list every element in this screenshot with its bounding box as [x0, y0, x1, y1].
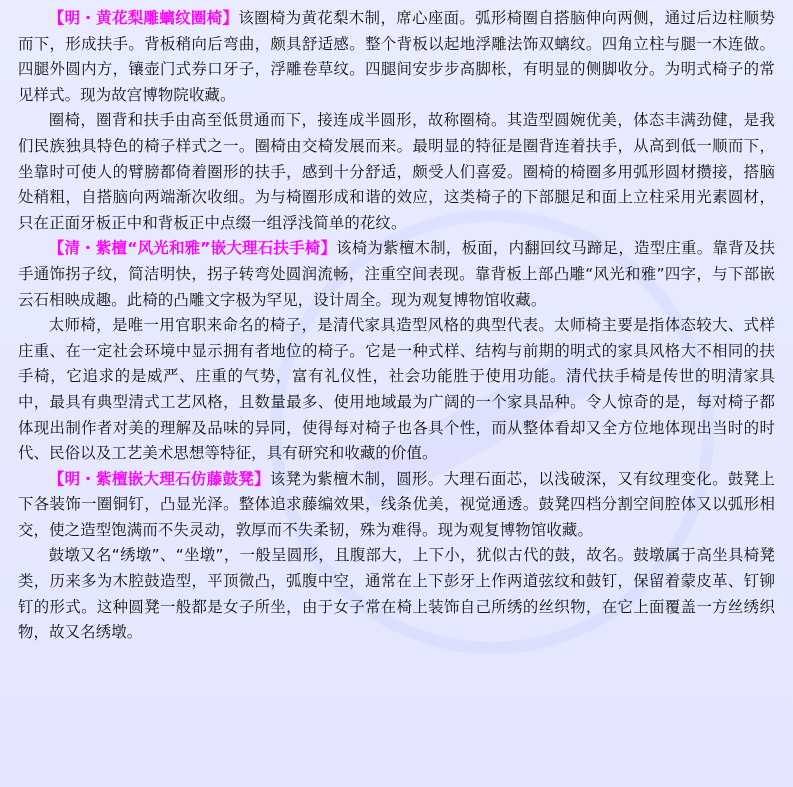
paragraph-title: 【明・黄花梨雕螭纹圈椅】	[48, 9, 239, 27]
paragraph-title: 【清・紫檀“风光和雅”嵌大理石扶手椅】	[48, 239, 337, 258]
paragraph-huanghuali-armchair	[18, 6, 775, 108]
paragraph-text: 圈椅，圈背和扶手由高至低贯通而下，接连成半圆形，故称圈椅。其造型圆婉优美，体态丰满劲健，是我们民族独具特色的椅子样式之一。圈椅由交椅发展而来。最明显的特征是圈背连着扶手，从高到低一顺而下，坐靠时可使人的臂膀都倚着圈形的扶手，感到十分舒适，颇受人们喜爱。圈椅的椅圈多用弧形圆材攒接，搭脑处稍粗，自搭脑向两端渐次收细。为与椅圈形成和谐的效应，这类椅子的下部腿足和面上立柱采用光素圆材，只在正面牙板正中和背板正中点缀一组浮浅简单的花纹。	[18, 111, 775, 232]
paragraph-embroidered-stool	[18, 543, 775, 645]
paragraph-taishi-chair	[18, 313, 775, 467]
paragraph-text: 该凳为紫檀木制，圆形。大理石面芯，以浅破深，又有纹理变化。鼓凳上下各装饰一圈铜钉，凸显光泽。整体追求藤编效果，线条优美，视觉通透。鼓凳四档分割空间腔体又以弧形相交，使之造型饱满而不失灵动，敦厚而不失柔韧，殊为难得。现为观复博物馆收藏。	[18, 469, 775, 539]
paragraph-zitan-drum-stool	[18, 467, 775, 544]
paragraph-round-back-chair	[18, 108, 775, 236]
paragraph-title: 【明・紫檀嵌大理石仿藤鼓凳】	[48, 469, 270, 488]
paragraph-text: 该圈椅为黄花梨木制，席心座面。弧形椅圈自搭脑伸向两侧，通过后边柱顺势而下，形成扶手。背板稍向后弯曲，颇具舒适感。整个背板以起地浮雕法饰双螭纹。四角立柱与腿一木连做。四腿外圆内方，镶壶门式券口牙子，浮雕卷草纹。四腿间安步步高脚枨，有明显的侧脚收分。为明式椅子的常见样式。现为故宫博物院收藏。	[18, 9, 775, 104]
paragraph-text: 太师椅，是唯一用官职来命名的椅子，是清代家具造型风格的典型代表。太师椅主要是指体态较大、式样庄重、在一定社会环境中显示拥有者地位的椅子。它是一种式样、结构与前期的明式的家具风格大不相同的扶手椅，它追求的是威严、庄重的气势，富有礼仪性，社会功能胜于使用功能。清代扶手椅是传世的明清家具中，最具有典型清式工艺风格，且数量最多、使用地域最为广阔的一个家具品种。令人惊奇的是，每对椅子都体现出制作者对美的理解及品味的异同，使得每对椅子也各具个性，而从整体看却又全方位地体现出当时的时代、民俗以及工艺美术思想等特征，具有研究和收藏的价值。	[18, 316, 775, 463]
paragraph-text: 该椅为紫檀木制，板面，内翻回纹马蹄足，造型庄重。靠背及扶手通饰拐子纹，简洁明快，拐子转弯处圆润流畅，注重空间表现。靠背板上部凸雕“风光和雅”四字，与下部嵌云石相映成趣。此椅的凸雕文字极为罕见，设计周全。现为观复博物馆收藏。	[18, 239, 775, 309]
paragraph-zitan-armchair	[18, 236, 775, 313]
paragraph-text: 鼓墩又名“绣墩”、“坐墩”，一般呈圆形，且腹部大，上下小，犹似古代的鼓，故名。鼓墩属于高坐具椅凳类，历来多为木腔鼓造型，平顶微凸，弧腹中空，通常在上下彭牙上作两道弦纹和鼓钉，保留着蒙皮革、钉铆钉的形式。这种圆凳一般都是女子所坐，由于女子常在椅上装饰自己所绣的丝织物，在它上面覆盖一方丝绣织物，故又名绣墩。	[18, 546, 775, 642]
